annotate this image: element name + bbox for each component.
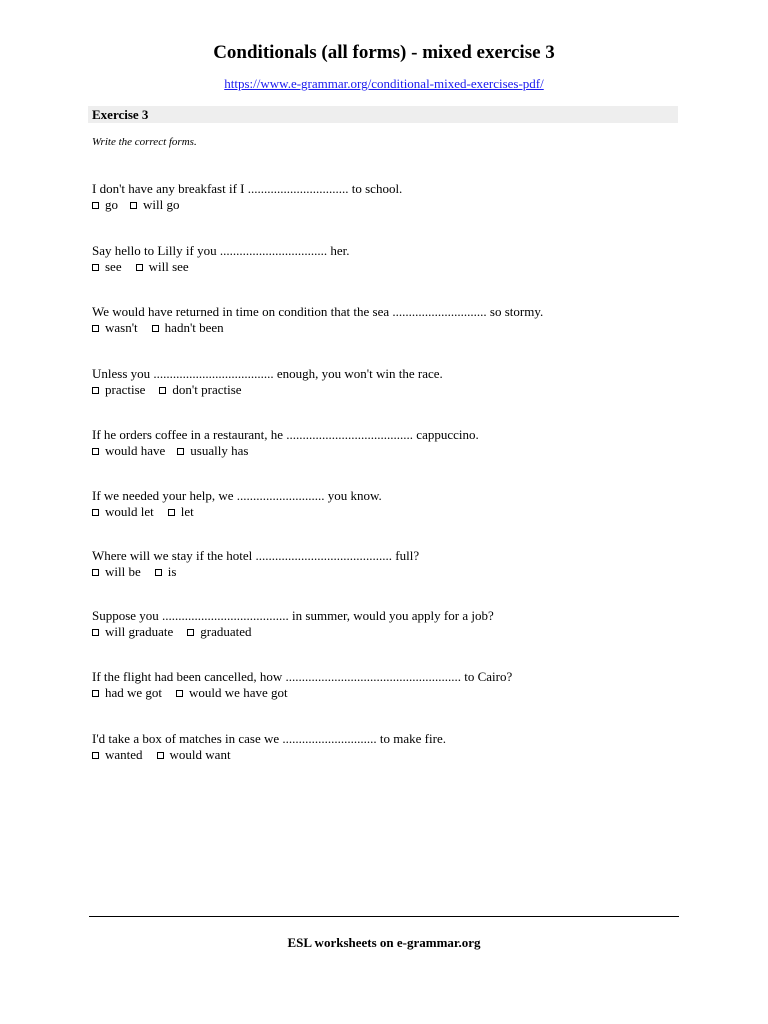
answer-options xyxy=(92,197,402,213)
checkbox-icon[interactable] xyxy=(92,752,99,759)
option-label: usually has xyxy=(190,443,249,458)
option-label: hadn't been xyxy=(164,320,224,335)
section-title: Exercise 3 xyxy=(92,107,149,122)
checkbox-icon[interactable] xyxy=(187,629,194,636)
option-label: see xyxy=(105,259,122,274)
option-label: had we got xyxy=(105,685,163,700)
checkbox-icon[interactable] xyxy=(92,509,99,516)
option-label: graduated xyxy=(200,624,252,639)
question-8 xyxy=(92,608,494,640)
question-text: If he orders coffee in a restaurant, he ....................................... cappuccino. xyxy=(92,427,479,442)
question-text: If we needed your help, we ........................... you know. xyxy=(92,488,382,503)
option-label: will be xyxy=(105,564,141,579)
checkbox-icon[interactable] xyxy=(136,264,143,271)
option-will-graduate[interactable] xyxy=(92,624,173,640)
option-label: is xyxy=(167,564,177,579)
option-is[interactable] xyxy=(155,564,177,580)
checkbox-icon[interactable] xyxy=(92,325,99,332)
question-text: Suppose you ....................................... in summer, would you apply for a job? xyxy=(92,608,494,623)
option-hadnt-been[interactable] xyxy=(152,320,224,336)
option-go[interactable] xyxy=(92,197,118,213)
question-3 xyxy=(92,304,543,336)
checkbox-icon[interactable] xyxy=(177,448,184,455)
option-would-want[interactable] xyxy=(157,747,231,763)
page-title: Conditionals (all forms) - mixed exercise 3 xyxy=(213,42,555,63)
option-practise[interactable] xyxy=(92,382,145,398)
answer-options xyxy=(92,747,446,763)
footer-text: ESL worksheets on e-grammar.org xyxy=(287,935,481,950)
checkbox-icon[interactable] xyxy=(92,387,99,394)
option-label: wanted xyxy=(105,747,143,762)
source-link[interactable]: https://www.e-grammar.org/conditional-mixed-exercises-pdf/ xyxy=(224,76,544,91)
option-label: would have xyxy=(105,443,166,458)
option-label: don't practise xyxy=(172,382,242,397)
footer-divider xyxy=(89,916,679,917)
option-label: would let xyxy=(105,504,154,519)
checkbox-icon[interactable] xyxy=(168,509,175,516)
checkbox-icon[interactable] xyxy=(92,629,99,636)
option-usually-has[interactable] xyxy=(177,443,248,459)
checkbox-icon[interactable] xyxy=(92,569,99,576)
answer-options xyxy=(92,259,349,275)
option-see[interactable] xyxy=(92,259,122,275)
checkbox-icon[interactable] xyxy=(92,264,99,271)
answer-options xyxy=(92,685,512,701)
checkbox-icon[interactable] xyxy=(157,752,164,759)
option-had-we-got[interactable] xyxy=(92,685,162,701)
option-wanted[interactable] xyxy=(92,747,143,763)
option-graduated[interactable] xyxy=(187,624,251,640)
answer-options xyxy=(92,504,382,520)
option-label: will see xyxy=(148,259,189,274)
option-label: wasn't xyxy=(105,320,138,335)
question-text: I'd take a box of matches in case we ............................. to make fire. xyxy=(92,731,446,746)
answer-options xyxy=(92,564,419,580)
option-will-go[interactable] xyxy=(130,197,179,213)
checkbox-icon[interactable] xyxy=(176,690,183,697)
option-label: would want xyxy=(169,747,231,762)
option-label: practise xyxy=(105,382,146,397)
question-9 xyxy=(92,669,512,701)
option-label: go xyxy=(105,197,118,212)
answer-options xyxy=(92,443,479,459)
answer-options xyxy=(92,320,543,336)
question-6 xyxy=(92,488,382,520)
option-label: would we have got xyxy=(189,685,288,700)
option-let[interactable] xyxy=(168,504,194,520)
checkbox-icon[interactable] xyxy=(152,325,159,332)
answer-options xyxy=(92,382,443,398)
question-7 xyxy=(92,548,419,580)
option-wasnt[interactable] xyxy=(92,320,138,336)
question-text: Say hello to Lilly if you ................................. her. xyxy=(92,243,350,258)
instructions: Write the correct forms. xyxy=(92,136,197,148)
option-label: will graduate xyxy=(105,624,174,639)
question-5 xyxy=(92,427,479,459)
option-would-we-have-got[interactable] xyxy=(176,685,288,701)
question-4 xyxy=(92,366,443,398)
question-text: We would have returned in time on condition that the sea ............................. so stormy. xyxy=(92,304,544,319)
question-10 xyxy=(92,731,446,763)
section-header-bar xyxy=(88,106,678,123)
checkbox-icon[interactable] xyxy=(92,448,99,455)
checkbox-icon[interactable] xyxy=(92,202,99,209)
question-text: If the flight had been cancelled, how ...................................................... to Cairo? xyxy=(92,669,513,684)
option-will-see[interactable] xyxy=(136,259,189,275)
checkbox-icon[interactable] xyxy=(159,387,166,394)
checkbox-icon[interactable] xyxy=(92,690,99,697)
option-label: let xyxy=(180,504,194,519)
question-text: Unless you ..................................... enough, you won't win the race. xyxy=(92,366,443,381)
checkbox-icon[interactable] xyxy=(155,569,162,576)
question-2 xyxy=(92,243,349,275)
option-dont-practise[interactable] xyxy=(159,382,241,398)
answer-options xyxy=(92,624,494,640)
question-1 xyxy=(92,181,402,213)
option-would-have[interactable] xyxy=(92,443,165,459)
option-label: will go xyxy=(143,197,180,212)
source-url xyxy=(0,76,768,92)
question-text: Where will we stay if the hotel .......................................... full? xyxy=(92,548,420,563)
checkbox-icon[interactable] xyxy=(130,202,137,209)
option-will-be[interactable] xyxy=(92,564,141,580)
option-would-let[interactable] xyxy=(92,504,154,520)
question-text: I don't have any breakfast if I ............................... to school. xyxy=(92,181,403,196)
